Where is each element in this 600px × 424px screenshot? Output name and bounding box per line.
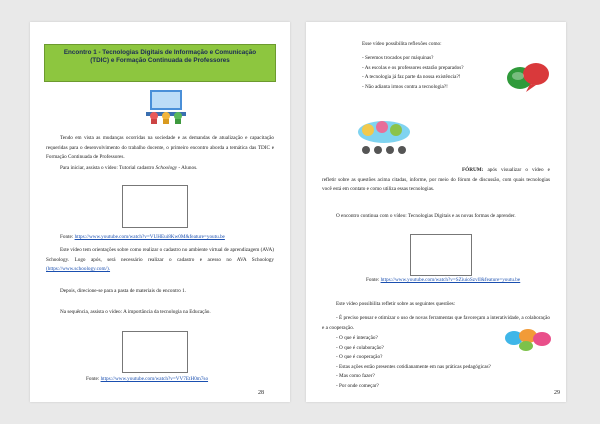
forum-paragraph: FÓRUM: após visualizar o vídeo e refletir sobre as questões acima citadas, informe, por meio do fórum de discussão, com quais tecnologias você está em contato e como utiliza essas tecnologias. xyxy=(322,167,550,192)
first-video-instruction: Para iniciar, assista o vídeo: Tutorial cadastro Schoology - Alunos. xyxy=(60,165,198,171)
left-page xyxy=(30,22,290,402)
chapter-title-line1: Encontro 1 - Tecnologias Digitais de Informação e Comunicação xyxy=(63,49,257,56)
chapter-title-line2: (TDIC) e Formação Continuada de Professores xyxy=(90,57,230,64)
schoology-link[interactable]: (https://www.schoology.com/). xyxy=(46,266,111,272)
second-video-instruction: Na sequência, assista o vídeo: A importância da tecnologia na Educação. xyxy=(60,309,211,315)
source-3-link[interactable]: https://www.youtube.com/watch?v=SZiuioSzvlI&feature=youtu.be xyxy=(380,277,521,283)
source-2-link[interactable]: https://www.youtube.com/watch?v=VV7EtH0m7so xyxy=(100,376,209,382)
source-3: Fonte: https://www.youtube.com/watch?v=SZiuioSzvlI&feature=youtu.be xyxy=(366,277,521,283)
video-embed-3[interactable] xyxy=(410,234,472,276)
reflect-item: - O que é cooperação? xyxy=(336,354,383,360)
source-1: Fonte: https://www.youtube.com/watch?v=VUHEui8Kw0M&feature=youtu.be xyxy=(60,234,225,240)
page-number-right: 29 xyxy=(554,390,560,396)
reflection-question: - As escolas e os professores estarão preparados? xyxy=(362,64,464,71)
forum-illustration xyxy=(354,118,414,158)
classroom-illustration xyxy=(142,86,190,124)
intro-paragraph: Tendo em vista as mudanças ocorridas na sociedade e as demandas de atualização e capacitação requeridas para o desenvolvimento do trabalho docente, o primeiro encontro aborda a temática das TDIC e Formação Continuada de Professores. xyxy=(46,135,274,160)
reflect-item: - O que é interação? xyxy=(336,335,378,341)
source-1-link[interactable]: https://www.youtube.com/watch?v=VUHEui8Kw0M&feature=youtu.be xyxy=(74,234,225,240)
reflection-intro: Esse vídeo possibilita reflexões como: xyxy=(362,41,442,47)
reflection-question: - A tecnologia já faz parte da nossa existência?! xyxy=(362,74,461,80)
reflection-question: - Seremos trocados por máquinas? xyxy=(362,55,434,61)
right-page xyxy=(306,22,566,402)
page-number-left: 28 xyxy=(258,390,264,396)
schoology-paragraph: Este vídeo tem orientações sobre como realizar o cadastro no ambiente virtual de aprendizagem (AVA) Schoology. Logo após, será necessário realizar o cadastro e acesso no AVA Schoology (https://www.schoology.com/). xyxy=(46,247,274,272)
reflect-paragraph: - É preciso pensar e otimizar o uso de novas ferramentas que favoreçam a interatividade, a colaboração e a cooperação. xyxy=(322,315,550,331)
continue-video-instruction: O encontro continua com o vídeo: Tecnologias Digitais e as novas formas de aprender. xyxy=(336,213,516,219)
reflect-item: - Mas como fazer? xyxy=(336,373,375,379)
colorful-bubbles-illustration xyxy=(502,326,552,352)
chapter-title-box xyxy=(44,44,276,82)
video-embed-2[interactable] xyxy=(122,331,188,373)
reflection-question: - Não adianta irmos contra a tecnologia?! xyxy=(362,83,448,90)
source-2: Fonte: https://www.youtube.com/watch?v=VV7EtH0m7so xyxy=(86,376,209,382)
materials-instruction: Depois, direcione-se para a pasta de materiais do encontro 1. xyxy=(60,288,187,294)
reflect-item: - Estas ações estão presentes cotidianamente em nas práticas pedagógicas? xyxy=(336,363,491,370)
reflect-intro: Este vídeo possibilita refletir sobre as seguintes questões: xyxy=(336,301,456,307)
reflection-question-list xyxy=(362,54,522,92)
reflect-item: - O que é colaboração? xyxy=(336,344,384,351)
forum-label: FÓRUM: xyxy=(462,167,484,173)
speech-bubbles-illustration xyxy=(502,58,552,94)
video-embed-1[interactable] xyxy=(122,185,188,228)
reflect-item: - Por onde começar? xyxy=(336,382,379,389)
